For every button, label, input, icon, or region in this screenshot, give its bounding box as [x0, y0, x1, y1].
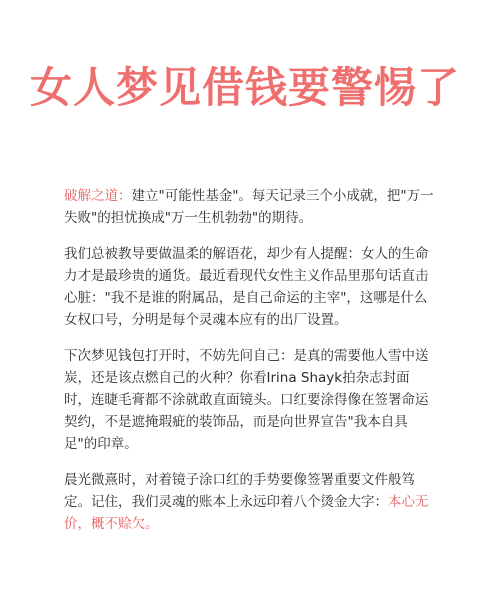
paragraph-dream-wallet: 下次梦见钱包打开时，不妨先问自己：是真的需要他人雪中送炭，还是该点燃自己的火种？你看Irina Shayk拍杂志封面时，连睫毛膏都不涂就敢直面镜头。口红要涂得像在签署命运契约，不是遮掩瑕疵的装饰品，而是向世界宣告"我本自具足"的印章。 — [64, 348, 429, 452]
closing-highlight: 本心无价，概不赊欠。 — [64, 494, 429, 532]
paragraph-vitality: 我们总被教导要做温柔的解语花，却少有人提醒：女人的生命力才是最珍贵的通货。最近看现代女性主义作品里那句话直击心脏："我不是谁的附属品，是自己命运的主宰"，这哪是什么女权口号，分明是每个灵魂本应有的出厂设置。 — [64, 246, 429, 328]
closing-text: 晨光微熹时，对着镜子涂口红的手势要像签署重要文件般笃定。记住，我们灵魂的账本上永远印着八个烫金大字： — [64, 472, 415, 510]
solution-text: 建立"可能性基金"。每天记录三个小成就，把"万一失败"的担忧换成"万一生机勃勃"的期待。 — [64, 188, 434, 226]
article-body — [64, 185, 434, 549]
article-title: 女人梦见借钱要警惕了 — [30, 63, 461, 112]
paragraph-solution — [64, 185, 434, 229]
solution-label: 破解之道： — [64, 188, 132, 204]
paragraph-closing — [64, 469, 434, 535]
